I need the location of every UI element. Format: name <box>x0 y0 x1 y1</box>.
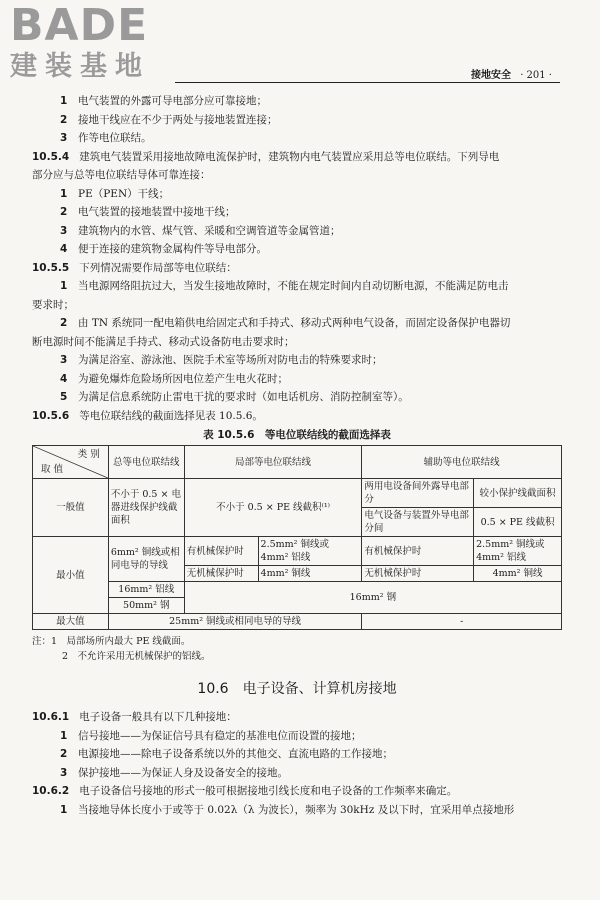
list-item: 3 建筑物内的水管、煤气管、采暖和空调管道等金属管道； <box>60 224 341 237</box>
table-corner-cell: 类 别 取 值 <box>33 446 109 479</box>
table-cell: 2.5mm² 铜线或 4mm² 铝线 <box>258 537 362 566</box>
table-cell: 16mm² 钢 <box>184 582 561 614</box>
list-item: 1 信号接地——为保证信号具有稳定的基准电位而设置的接地； <box>60 729 362 742</box>
clause-text: 部分应与总等电位联结导体可靠连接： <box>32 169 211 181</box>
table-cell: 4mm² 铜线 <box>258 566 362 582</box>
section-title: 10.6 电子设备、计算机房接地 <box>197 681 397 697</box>
table-cell: 25mm² 铜线或相同电导的导线 <box>108 614 362 630</box>
page-body <box>32 92 562 819</box>
table-cell: 两用电设备间外露导电部分 <box>362 479 474 508</box>
table-notes <box>32 634 562 664</box>
list-item-cont: 断电源时间不能满足手持式、移动式设备防电击要求时； <box>32 335 295 348</box>
list-item: 4 便于连接的建筑物金属构件等导电部分。 <box>60 243 267 255</box>
logo-wordmark: BADE <box>10 0 149 51</box>
table-cell: 6mm² 铜线或相同电导的导线 <box>108 537 184 582</box>
table-row <box>33 537 562 566</box>
clause-10-6-2: 10.6.2 电子设备信号接地的形式一般可根据接地引线长度和电子设备的工作频率来确定。 <box>32 785 458 797</box>
list-item: 2 由 TN 系统同一配电箱供电给固定式和手持式、移动式两种电气设备，而固定设备保护电器切 <box>60 317 511 329</box>
table-cell: 有机械保护时 <box>362 537 474 566</box>
table-cell: 无机械保护时 <box>362 566 474 582</box>
table-row-header: 一般值 <box>33 479 109 537</box>
table-cell: 50mm² 钢 <box>108 598 184 614</box>
table-cell: 不小于 0.5 × 电器进线保护线截面积 <box>108 479 184 537</box>
table-note: 注：1 局部场所内最大 PE 线截面。 <box>32 636 191 647</box>
table-cell: 有机械保护时 <box>184 537 258 566</box>
running-header <box>471 66 552 81</box>
logo <box>10 0 175 82</box>
clause-10-5-6: 10.5.6 等电位联结线的截面选择见表 10.5.6。 <box>32 409 263 422</box>
list-item-cont: 要求时； <box>32 298 74 311</box>
clause-10-6-1: 10.6.1 电子设备一般具有以下几种接地： <box>32 711 237 723</box>
bonding-conductor-table <box>32 445 562 630</box>
table-cell: 较小保护线截面积 <box>474 479 562 508</box>
table-row <box>33 582 562 598</box>
page-number: · 201 · <box>520 70 552 81</box>
list-item: 2 电气装置的接地装置中接地干线； <box>60 206 236 218</box>
list-item: 4 为避免爆炸危险场所因电位差产生电火花时； <box>60 372 288 385</box>
table-header-row <box>33 446 562 479</box>
table-header-cell: 局部等电位联结线 <box>184 446 362 479</box>
header-section: 接地安全 <box>471 70 511 81</box>
list-item: 3 为满足浴室、游泳池、医院手术室等场所对防电击的特殊要求时； <box>60 354 383 366</box>
clause-10-5-4: 10.5.4 建筑电气装置采用接地故障电流保护时，建筑物内电气装置应采用总等电位联结。下列导电 <box>32 150 500 163</box>
table-row <box>33 479 562 508</box>
list-item: 3 保护接地——为保证人身及设备安全的接地。 <box>60 766 288 779</box>
clause-10-5-5: 10.5.5 下列情况需要作局部等电位联结： <box>32 261 237 274</box>
table-cell: 无机械保护时 <box>184 566 258 582</box>
table-row <box>33 614 562 630</box>
logo-subtitle: 建装基地 <box>10 51 150 82</box>
table-caption: 表 10.5.6 等电位联结线的截面选择表 <box>203 429 391 441</box>
table-cell: 2.5mm² 铜线或 4mm² 铝线 <box>474 537 562 566</box>
table-cell: 4mm² 铜线 <box>474 566 562 582</box>
table-row-header: 最大值 <box>33 614 109 630</box>
table-header-cell: 总等电位联结线 <box>108 446 184 479</box>
list-item: 1 当接地导体长度小于或等于 0.02λ（λ 为波长），频率为 30kHz 及以下时，宜采用单点接地形 <box>60 803 515 816</box>
list-item: 1 PE（PEN）干线； <box>60 187 170 200</box>
table-note: 2 不允许采用无机械保护的铝线。 <box>62 651 211 662</box>
table-header-cell: 辅助等电位联结线 <box>362 446 562 479</box>
list-item: 2 电源接地——除电子设备系统以外的其他交、直流电路的工作接地； <box>60 748 393 760</box>
table-cell: 电气设备与装置外导电部分间 <box>362 508 474 537</box>
header-rule <box>175 82 560 83</box>
list-item: 3 作等电位联结。 <box>60 132 152 144</box>
list-item: 5 为满足信息系统防止雷电干扰的要求时（如电话机房、消防控制室等）。 <box>60 391 409 403</box>
table-cell: 不小于 0.5 × PE 线截积⁽¹⁾ <box>184 479 362 537</box>
list-item: 1 电气装置的外露可导电部分应可靠接地； <box>60 95 267 107</box>
list-item: 2 接地干线应在不少于两处与接地装置连接； <box>60 113 278 126</box>
table-cell: - <box>362 614 562 630</box>
table-cell: 16mm² 铝线 <box>108 582 184 598</box>
table-cell: 0.5 × PE 线截积 <box>474 508 562 537</box>
list-item: 1 当电源网络阻抗过大，当发生接地故障时，不能在规定时间内自动切断电源，不能满足防电击 <box>60 280 509 292</box>
table-row-header: 最小值 <box>33 537 109 614</box>
